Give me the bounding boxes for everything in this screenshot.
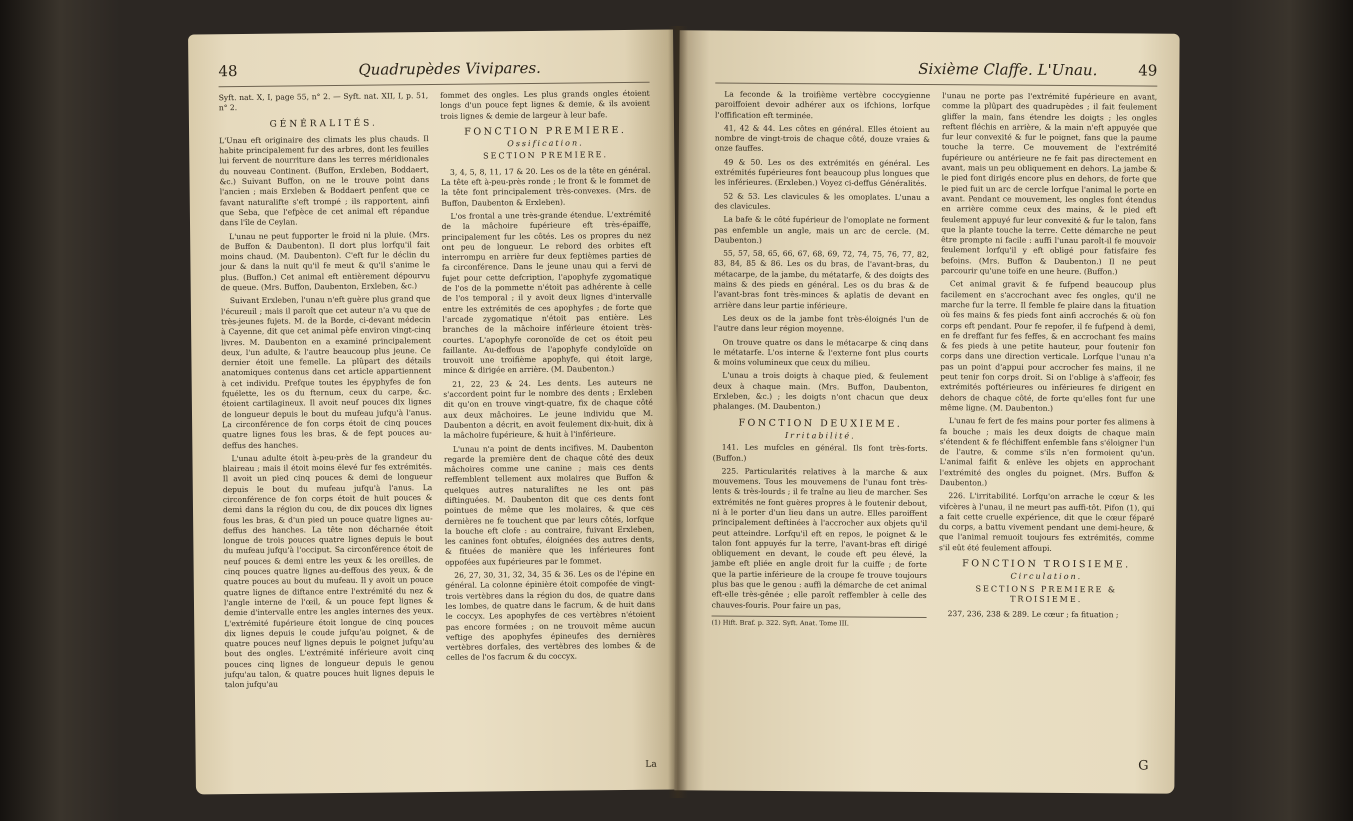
right-columns (711, 90, 1157, 630)
paragraph: 52 & 53. Les clavicules & les omoplates. L'unau a des clavicules. (714, 191, 930, 211)
paragraph: L'unau a trois doigts à chaque pied, & feulement deux à chaque main. (Mrs. Buffon, Daubenton, Erxleben, &c.) ; les doigts n'ont chacun que deux phalanges. (M. Daubenton.) (713, 370, 929, 412)
footnote: (1) Hift. Braf. p. 322. Syft. Anat. Tome III. (711, 615, 926, 628)
heading-generalites: GÉNÉRALITÉS. (269, 118, 378, 130)
paragraph: On trouve quatre os dans le métacarpe & cinq dans le métatarfe. L'os interne & l'externe font plus courts & moins volumineux que ceux du milieu. (713, 337, 929, 368)
paragraph: La bafe & le côté fupérieur de l'omoplate ne forment pas enfemble un angle, mais un arc de cercle. (M. Daubenton.) (714, 214, 930, 245)
syst-reference: Syft. nat. X, I, page 55, n° 2. — Syft. nat. XII, I, p. 51, n° 2. (218, 91, 429, 113)
paragraph: L'unau n'a point de dents incifives. M. Daubenton regarde la première dent de chaque côté des deux mâchoires comme une canine ; mais ces dents reffemblent tellement aux molaires que Buffon & quelques autres naturaliftes ne les ont pas diftinguées. M. Daubenton dit que ces dents font pointues de même que les molaires, & que ces dernières ne fe touchent que par leurs côtés, lorfque la bouche eft clofe : au contraire, fuivant Erxleben, les canines font obtufes, éloignées des autres dents, & fituées de manière que les inférieures font oppofées aux fupérieures par le fommet. (443, 442, 655, 567)
paragraph: 49 & 50. Les os des extrémités en général. Les extrémités fupérieures font beaucoup plus longues que les inférieures. (Erxleben.) Voyez ci-deffus Généralités. (714, 157, 930, 189)
heading-fonction-premiere: FONCTION PREMIERE. (464, 124, 627, 138)
paragraph: fommet des ongles. Les plus grands ongles étoient longs d'un pouce fept lignes & demie, & ils avoient trois lignes & demie de largeur à leur bafe. (440, 88, 650, 121)
left-page-content (218, 54, 656, 774)
paragraph: Les deux os de la jambe font très-éloignés l'un de l'autre dans leur région moyenne. (713, 313, 929, 334)
book-gutter (668, 26, 688, 798)
paragraph: 3, 4, 5, 8, 11, 17 & 20. Les os de la tête en général. La tête eft à-peu-près ronde ; le front & le fommet de la tête font principalement très-convexes. (Mrs. de Buffon, Daubenton & Erxleben). (441, 165, 651, 208)
paragraph: 141. Les mufcles en général. Ils font très-forts. (Buffon.) (712, 442, 928, 463)
paragraph: L'os frontal a une très-grande étendue. L'extrémité de la mâchoire fupérieure eft très-épaiffe, principalement fur les côtés. Les os propres du nez ont peu de longueur. Le rebord des orbites eft interrompu en arrière fur deux feptièmes parties de fa circonférence. Dans le jeune unau qui a fervi de fujet pour cette defcription, l'apophyfe zygomatique de l'os de la pommette n'étoit pas adhérente à celle de l'os temporal ; il y avoit deux lignes d'intervalle entre les extrémités de ces apophyfes ; de forte que l'arcade zygomatique n'étoit pas entière. Les branches de la mâchoire inférieure étoient très-courtes. L'apophyfe coronoïde de cet os étoit peu faillante. Au-deffous de l'apophyfe condyloïde on trouvoit une troifième apophyfe, qui étoit large, mince & dirigée en arrière. (M. Daubenton.) (441, 209, 653, 376)
right-page (674, 30, 1179, 793)
paragraph: 55, 57, 58, 65, 66, 67, 68, 69, 72, 74, 75, 76, 77, 82, 83, 84, 85 & 86. Les os du bras, de l'avant-bras, du métacarpe, de la jambe, du métatarfe, & des doigts des mains & des pieds en général. Les os du bras & de l'avant-bras font très-minces & aplatis de devant en arrière dans leur partie inférieure. (713, 248, 930, 311)
subheading-ossification: Ossification. (507, 138, 584, 149)
signature-mark: G (1138, 758, 1149, 774)
paragraph: L'unau fe fert de fes mains pour porter fes alimens à fa bouche ; mais les deux doigts de chaque main s'étendent & fe fléchiffent enfemble fans s'éloigner l'un de l'autre, & comme s'ils n'en formoient qu'un. L'animal faifit & enlève les objets en approchant l'extrémité des ongles du poignet. (Mrs. Buffon & Daubenton.) (939, 416, 1155, 488)
paragraph: Cet animal gravit & fe fufpend beaucoup plus facilement en s'accrochant avec fes ongles, qu'il ne marche fur la terre. Il femble fe plaire dans la fituation où fes mains & fes pieds font ainfi accrochés & où fon corps eft pendant. Pour fe repofer, il fe fufpend à demi, en fe dreffant fur fes feffes, & en accrochant fes mains & fes pieds à une petite hauteur, pour foutenir fon corps dans une direction verticale. Lorfque l'unau n'a pas un point d'appui pour accrocher fes mains, il ne peut tenir fon corps droit. Si on l'oblige à s'affeoir, fes extrémités poftérieures ou inférieures fe dirigent en dehors de chaque côté, de forte qu'elles font fur une même ligne. (M. Daubenton.) (940, 279, 1156, 413)
paragraph: Suivant Erxleben, l'unau n'eft guère plus grand que l'écureuil ; mais il paroît que cet auteur n'a vu que de très-jeunes fujets. M. de la Borde, ci-devant médecin à Cayenne, dit que cet animal pèfe environ vingt-cinq livres. M. Daubenton en a examiné principalement deux, l'un adulte, & l'autre beaucoup plus jeune. Ce dernier étoit une femelle. La plûpart des détails anatomiques contenus dans cet article appartiennent à cet individu. Prefque toutes les épyphyfes de fon fquélette, les os du fternum, ceux du carpe, &c. étoient cartilagineux. Il avoit neuf pouces dix lignes de longueur depuis le bout du mufeau jufqu'à l'anus. La circonférence de fon corps étoit de cinq pouces quatre lignes fous les bras, & de fept pouces au-deffus des hanches. (220, 294, 432, 450)
catchword: La (645, 759, 657, 770)
right-running-head (715, 55, 1157, 87)
right-running-title: Sixième Claffe. L'Unau. (918, 59, 1098, 80)
left-column-1 (219, 91, 435, 694)
paragraph: 225. Particularités relatives à la marche & aux mouvemens. Tous les mouvemens de l'unau font très-lents & très-lourds ; il fe traîne au lieu de marcher. Ses extrémités ne font guères propres à le foutenir debout, ni à le porter d'un lieu dans un autre. Elles paroiffent principalement deftinées à l'accrocher aux objets qu'il peut atteindre. Lorfqu'il eft en repos, le poignet & le talon font appuyés fur la terre, l'avant-bras eft dirigé obliquement en devant, le coude eft peu élevé, la jambe eft pliée en angle droit fur la cuiffe ; de forte que la partie inférieure de la croupe fe trouve toujours plus bas que le genou : auffi la démarche de cet animal eft-elle très-gênée ; elle paroît reffembler à celle des chauves-fouris. Pour faire un pas, (711, 466, 928, 611)
right-column-2 (938, 91, 1157, 629)
left-running-head (218, 54, 649, 88)
heading-sections: SECTIONS PREMIERE & TROISIEME. (975, 583, 1118, 605)
paragraph: La feconde & la troifième vertèbre coccygienne paroiffoient devoir adhérer aux os ifchions, lorfque l'offification eft terminée. (715, 89, 931, 120)
right-column-1 (711, 90, 930, 628)
left-page-number: 48 (218, 62, 238, 81)
subheading-circulation: Circulation. (1010, 571, 1083, 582)
paragraph: L'unau ne peut fupporter le froid ni la pluie. (Mrs. de Buffon & Daubenton). Il dort plus lorfqu'il fait moins chaud. (M. Daubenton). C'eft fur le déclin du jour & dans la nuit qu'il fe meut & qu'il s'anime le plus. (Buffon.) Cet animal eft entièrement dépourvu de queue. (Mrs. Buffon, Daubenton, Erxleben, &c.) (220, 229, 431, 293)
subheading-irritabilite: Irritabilité. (784, 430, 856, 441)
right-page-number: 49 (1138, 61, 1158, 80)
left-page (188, 29, 681, 794)
left-column-2 (440, 89, 656, 692)
right-page-content (710, 55, 1157, 774)
paragraph: L'Unau eft originaire des climats les plus chauds. Il habite principalement fur des arbres, dont les feuilles lui fervent de nourriture dans les terres méridionales du nouveau Continent. (Buffon, Erxleben, Boddaert, &c.) Suivant Buffon, on ne le trouve point dans l'ancien ; mais Erxleben & Boddaert penfent que ce favant naturalifte s'eft trompé ; ils rapportent, ainfi que Seba, que l'efpèce de cet animal eft répandue dans l'île de Ceylan. (219, 133, 430, 228)
left-columns (219, 89, 656, 694)
paragraph: L'unau adulte étoit à-peu-près de la grandeur du blaireau ; mais il étoit moins élevé fur fes extrémités. Il avoit un pied cinq pouces & demi de longueur depuis le bout du mufeau jufqu'à l'anus. La circonférence de fon corps étoit de huit pouces & demi dans la région du cou, de dix pouces dix lignes fous les bras, & d'un pied un pouce quatre lignes au-deffus des hanches. La tête non décharnée étoit longue de trois pouces quatre lignes depuis le bout du mufeau jufqu'à l'occiput. Sa circonférence étoit de neuf pouces & demi entre les yeux & les oreilles, de cinq pouces quatre lignes au-deffous des yeux, & de quatre pouces au bout du mufeau. Il y avoit un pouce quatre lignes de diftance entre l'extrémité du nez & l'angle interne de l'œil, & un pouce fept lignes & demie d'intervalle entre les angles internes des yeux. L'extrémité fupérieure étoit longue de cinq pouces dix lignes depuis le coude jufqu'au poignet, & de quatre pouces neuf lignes depuis le poignet jufqu'au bout des ongles. L'extrémité inférieure avoit cinq pouces cinq lignes de longueur depuis le genou jufqu'au talon, & quatre pouces huit lignes depuis le talon jufqu'au (222, 451, 435, 690)
paragraph: 26, 27, 30, 31, 32, 34, 35 & 36. Les os de l'épine en général. La colonne épinière étoit compofée de vingt-trois vertèbres dans la région du dos, de quatre dans les lombes, de quatre dans le facrum, & de huit dans le coccyx. Les apophyfes de ces vertèbres n'étoient pas encore formées ; on ne trouvoit même aucun veftige des apophyfes épineufes des dernières vertèbres dorfales, des vertèbres des lombes & de celles de l'os facrum & du coccyx. (445, 568, 656, 663)
heading-fonction-troisieme: FONCTION TROISIEME. (962, 558, 1131, 571)
heading-fonction-deuxieme: FONCTION DEUXIEME. (738, 417, 903, 430)
heading-section-premiere: SECTION PREMIERE. (483, 150, 609, 161)
paragraph: 237, 236, 238 & 289. Le cœur ; fa fituation ; (947, 609, 1119, 620)
paragraph: 41, 42 & 44. Les côtes en général. Elles étoient au nombre de vingt-trois de chaque côté, douze vraies & onze fauffes. (714, 123, 931, 154)
paragraph: 226. L'irritabilité. Lorfqu'on arrache le cœur & les vifcères à l'unau, il ne meurt pas auffi-tôt. Pifon (1), qui a fait cette cruelle expérience, dit que le cœur féparé du corps, a battu vivement pendant une demi-heure, & que l'animal remuoit toujours fes extrémités, comme s'il eût été feulement affoupi. (939, 491, 1155, 553)
left-running-title: Quadrupèdes Vivipares. (358, 58, 541, 79)
paragraph: l'unau ne porte pas l'extrémité fupérieure en avant, comme la plûpart des quadrupèdes ; il fait feulement gliffer la main, fans étendre les doigts ; les ongles reftent fléchis en arrière, & la main n'eft appuyée que fur leur convexité & fur le poignet, fans que la paume touche la terre. Ce mouvement de l'extrémité fupérieure ou antérieure ne fe fait pas directement en avant, mais un peu obliquement en dehors. La jambe & le pied font dirigés encore plus en dehors, de forte que le pied fuit un arc de cercle lorfque l'animal le porte en avant. Pendant ce mouvement, les ongles font étendus en arrière comme ceux des mains, & le pied eft feulement appuyé fur leur convexité & fur le talon, fans que la plante touche la terre. Cette démarche ne peut être prompte ni facile : auffi l'unau paroît-il fe mouvoir feulement lorfqu'il y eft obligé pour fatisfaire fes befoins. (Mrs. Buffon & Daubenton.) Il ne peut parcourir qu'une toife en une heure. (Buffon.) (940, 91, 1158, 277)
paragraph: 21, 22, 23 & 24. Les dents. Les auteurs ne s'accordent point fur le nombre des dents ; Erxleben dit qu'on en trouve vingt-quatre, fix de chaque côté aux deux mâchoires. Le jeune individu que M. Daubenton a décrit, en avoit feulement dix-huit, dix à la mâchoire fupérieure, & huit à l'inférieure. (443, 377, 654, 441)
